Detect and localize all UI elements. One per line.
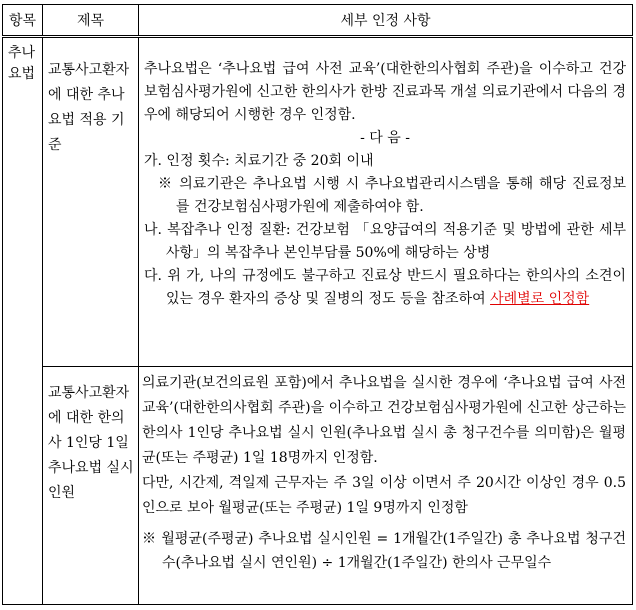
paragraph-1: 의료기관(보건의료원 포함)에서 추나요법을 실시한 경우에 ‘추나요법 급여 사전교육’(대한한의사협회 주관)을 이수하고 건강보험심사평가원에 신고한 상근하는 한의사 1인당 추나요법 실시 인원(추나요법 실시 총 청구건수를 의미함)은 월평균(또는 주평균) 1일 18명까지 인정함. bbox=[142, 375, 626, 466]
row-title: 교통사고환자에 대한 추나요법 적용 기준 bbox=[48, 62, 130, 153]
intro-paragraph: 추나요법은 ‘추나요법 급여 사전 교육’(대한한의사협회 주관)을 이수하고 건강보험심사평가원에 신고한 한의사가 한방 진료과목 개설 의료기관에서 다음의 경우에 해당되어 시행한 경우 인정함. bbox=[144, 61, 626, 123]
category-cell bbox=[3, 37, 43, 605]
subtitle: - 다 음 - bbox=[360, 130, 410, 146]
row-title-cell bbox=[43, 37, 139, 367]
item-da-text: 다. 위 가, 나의 규정에도 불구하고 진료상 반드시 필요하다는 한의사의 소견이 있는 경우 환자의 증상 및 질병의 정도 등을 참조하여 bbox=[144, 268, 626, 307]
item-da bbox=[144, 265, 626, 311]
header-category: 항목 bbox=[3, 5, 43, 37]
criteria-table bbox=[2, 4, 633, 605]
paragraph-2: 다만, 시간제, 격일제 근무자는 주 3일 이상 이면서 주 20시간 이상인 경우 0.5인으로 보아 월평균(또는 주평균) 1일 9명까지 인정함 bbox=[142, 475, 626, 516]
table-row bbox=[3, 37, 633, 367]
formula-note: ※ 월평균(주평균) 추나요법 실시인원 = 1개월간(1주일간) 총 추나요법 청구건수(추나요법 실시 연인원) ÷ 1개월간(1주일간) 한의사 근무일수 bbox=[142, 531, 626, 571]
category-label: 추나요법 bbox=[8, 45, 36, 82]
row-title: 교통사고환자에 대한 한의사 1인당 1일 추나요법 실시 인원 bbox=[48, 385, 134, 501]
table-row bbox=[3, 367, 633, 605]
row-detail-cell bbox=[139, 37, 633, 367]
header-row bbox=[3, 5, 633, 37]
row-detail-cell bbox=[139, 367, 633, 605]
item-da-highlight: 사례별로 인정함 bbox=[490, 291, 590, 307]
header-detail: 세부 인정 사항 bbox=[139, 5, 633, 37]
header-title: 제목 bbox=[43, 5, 139, 37]
item-na: 나. 복잡추나 인정 질환: 건강보험 「요양급여의 적용기준 및 방법에 관한 세부사항」의 복잡추나 본인부담률 50%에 해당하는 상병 bbox=[144, 222, 626, 261]
row-title-cell bbox=[43, 367, 139, 605]
item-ga: 가. 인정 횟수: 치료기간 중 20회 이내 bbox=[144, 153, 374, 169]
item-ga-note: ※ 의료기관은 추나요법 시행 시 추나요법관리시스템을 통해 해당 진료정보를 건강보험심사평가원에 제출하여야 함. bbox=[158, 176, 626, 215]
